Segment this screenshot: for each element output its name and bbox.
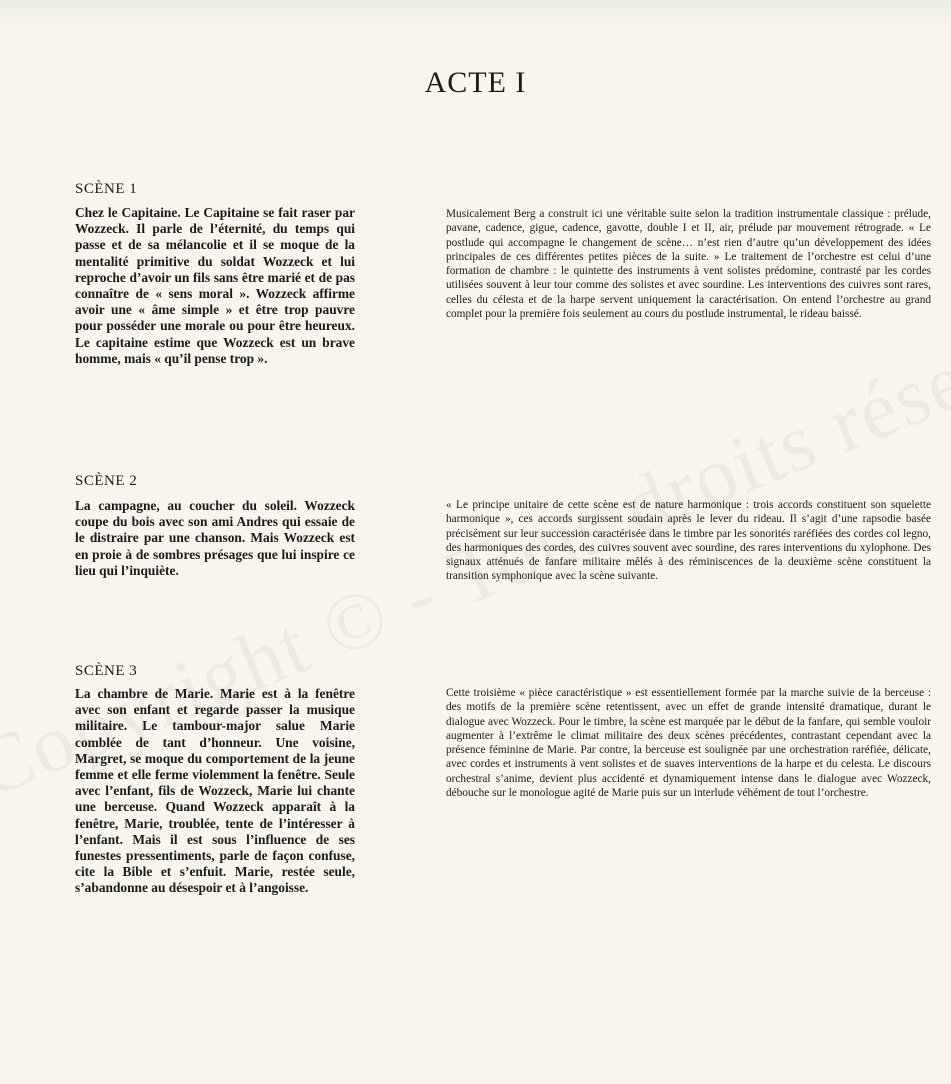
- page-title: ACTE I: [424, 66, 527, 99]
- page-fold-shadow: [0, 0, 951, 30]
- scene-1-summary: Chez le Capitaine. Le Capitaine se fait raser par Wozzeck. Il parle de l’éternité, du temps qui passe et de sa mélancolie et il se moque de la mentalité primitive du soldat Wozzeck et lui reproche d’avoir un fils sans être marié et de pas connaître de « sens moral ». Wozzeck affirme avoir une « âme simple » et être trop pauvre pour posséder une morale ou pour être heureux. Le capitaine estime que Wozzeck est un brave homme, mais « qu’il pense trop ».: [75, 205, 355, 366]
- scene-3-summary: La chambre de Marie. Marie est à la fenêtre avec son enfant et regarde passer la musique militaire. Le tambour-major salue Marie comblée de tant d’honneur. Une voisine, Margret, se moque du comportement de la jeune femme et elle ferme violemment la fenêtre. Seule avec l’enfant, fils de Wozzeck, Marie lui chante une berceuse. Quand Wozzeck apparaît à la fenêtre, Marie, troublée, tente de l’intéresser à l’enfant. Mais il est sous l’influence de ses funestes pressentiments, parle de façon confuse, cite la Bible et s’enfuit. Marie, restée seule, s’abandonne au désespoir et à l’angoisse.: [75, 686, 355, 896]
- scene-3-analysis: Cette troisième « pièce caractéristique » est essentiellement formée par la marche suivie de la berceuse : des motifs de la première scène retentissent, avec un effet de grande intensité dramatique, durant le dialogue avec Wozzeck. Pour le timbre, la scène est marquée par le début de la fanfare, qui semble vouloir augmenter à l’extrême le climat militaire des deux scènes précédentes, contrastant cependant avec la présence féminine de Marie. Par contre, la berceuse est soulignée par une orchestration raréfiée, délicate, avec cordes et instruments à vent solistes et de suaves interventions de la harpe et du celesta. Le discours orchestral s’anime, devient plus accidenté et dynamiquement intense dans le dialogue avec Wozzeck, débouche sur le monologue agité de Marie puis sur un interlude véhément de tout l’orchestre.: [446, 687, 931, 800]
- scene-2-analysis: « Le principe unitaire de cette scène est de nature harmonique : trois accords constituent son squelette harmonique », ces accords surgissent soudain après le lever du rideau. Il s’agit d’une rapsodie basée précisément sur leur succession caractérisée dans le timbre par les sonorités raréfiées des cordes col legno, des harmoniques des cordes, des cuivres souvent avec sourdine, des rares interventions du xylophone. Des signaux atténués de fanfare militaire mêlés à des réminiscences de la deuxième scène constituent la transition symphonique avec la scène suivante.: [446, 499, 931, 583]
- scene-1-analysis: Musicalement Berg a construit ici une véritable suite selon la tradition instrumentale classique : prélude, pavane, cadence, gigue, cadence, gavotte, double I et II, air, prélude par mouvement rétrograde. « Le postlude qui accompagne le changement de scène… n’est rien d’autre qu’un développement des idées principales de ces différentes petites pièces de la suite. » Le traitement de l’orchestre est celui d’une formation de chambre : le quintette des instruments à vent solistes prédomine, contrasté par les cordes utilisées souvent à leur tour comme des solistes et avec sourdine. Les interventions des cuivres sont rares, celles du célesta et de la harpe servent uniquement la caractérisation. On entend l’orchestre au grand complet pour la première fois seulement au cours du postlude instrumental, le rideau baissé.: [446, 208, 931, 321]
- scene-1-heading: SCÈNE 1: [75, 181, 138, 197]
- scene-3-heading: SCÈNE 3: [75, 663, 138, 679]
- scene-2-heading: SCÈNE 2: [75, 473, 138, 489]
- scene-2-summary: La campagne, au coucher du soleil. Wozzeck coupe du bois avec son ami Andres qui essaie de le distraire par une chanson. Mais Wozzeck est en proie à de sombres présages que lui inspire ce lieu qui l’inquiète.: [75, 498, 355, 578]
